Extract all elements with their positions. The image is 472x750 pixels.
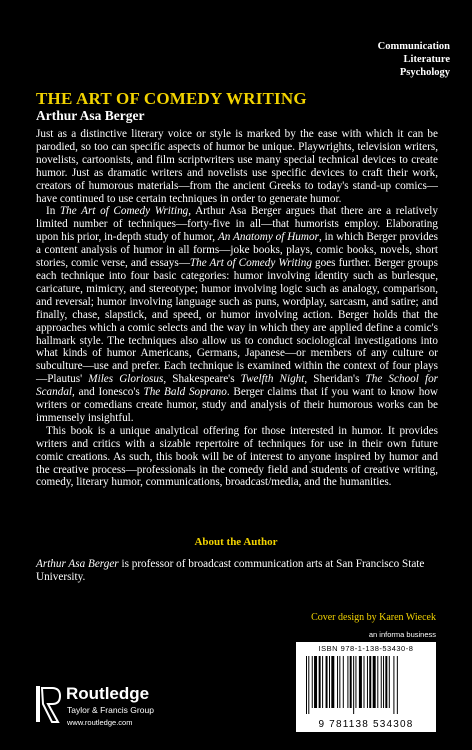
barcode-bar <box>312 656 313 708</box>
italic-title: An Anatomy of Humor <box>217 231 319 244</box>
barcode-bar <box>347 656 348 708</box>
about-author-text <box>36 558 436 584</box>
description-paragraph <box>36 128 438 205</box>
italic-title: The Art of Comedy Writing <box>189 257 312 270</box>
italic-title: Miles Gloriosus <box>88 373 164 386</box>
barcode-bar <box>331 656 334 708</box>
barcode-bar <box>306 656 307 714</box>
barcode-bar <box>314 656 317 708</box>
about-author-heading: About the Author <box>194 536 278 548</box>
text-run: , and Ionesco's <box>72 386 144 399</box>
barcode-bar <box>383 656 384 708</box>
italic-title: The Bald Soprano <box>143 386 227 399</box>
text-run: . Berger claims that if you want to know how writers or comedians create humor, study and analysis of their humorous works can be immensely insightful. <box>36 386 439 424</box>
description-paragraph <box>36 205 438 424</box>
barcode-bar <box>381 656 382 708</box>
barcode-bar <box>385 656 387 708</box>
barcode-bar <box>326 656 328 708</box>
publisher-name: Routledge <box>66 684 150 703</box>
routledge-logo-icon <box>36 684 62 724</box>
barcode-bar <box>308 656 309 714</box>
barcode-bar <box>397 656 398 714</box>
italic-title: Arthur Asa Berger <box>36 558 119 570</box>
italic-title: Twelfth Night <box>240 373 305 386</box>
text-run: In <box>46 205 60 218</box>
barcode-bar <box>337 656 338 708</box>
barcode-bar <box>329 656 330 708</box>
barcode-bar <box>373 656 376 708</box>
barcode-bar <box>350 656 352 708</box>
barcode-bar <box>319 656 321 708</box>
text-run: goes further. Berger groups each technique into four basic categories: humor involving identity such as burlesque, caricature, mimicry, and stereotype; humor involving logic such as analogy, comparison, and reversal; humor involving language such as puns, wordplay, sarcasm, and satire; and finally, chase, slapstick, and speed, or humor involving action. Berger holds that the approaches which a comic selects and the way in which they are applied define a comic's hallmark style. The techniques also allow us to conduct sociological investigations into what kinds of humor Americans, Germans, Japanese—or members of any culture or subculture—use and prefer. Each technique is examined within the context of four plays—Plautus' <box>36 257 438 386</box>
book-title: THE ART OF COMEDY WRITING <box>36 89 307 108</box>
barcode-bar <box>389 656 390 708</box>
text-run: , in which Berger provides a content analysis of humor in all forms—joke books, plays, comic books, novels, short stories, comic verse, and essays— <box>36 231 438 270</box>
barcode-bar <box>367 656 368 708</box>
description-paragraph <box>36 425 438 490</box>
publisher-url[interactable]: www.routledge.com <box>67 718 133 727</box>
barcode-bar <box>339 656 340 708</box>
barcode-bar <box>322 656 323 708</box>
text-run: , Arthur Asa Berger argues that there are a relatively limited number of techniques—forty-five in all—that humorists employ. Elaborating upon his prior, in-depth study of humor, <box>36 205 438 244</box>
italic-title: The School for Scandal <box>36 373 439 399</box>
barcode-bar <box>359 656 362 708</box>
barcode-bar <box>377 656 378 708</box>
cover-design-credit: Cover design by Karen Wiecek <box>311 612 436 623</box>
barcode-bar <box>369 656 371 708</box>
text-run: , Shakespeare's <box>163 373 241 386</box>
subject-communication: Communication <box>377 41 450 52</box>
text-run: Just as a distinctive literary voice or style is marked by the ease with which it can be parodied, so too can specific aspects of humor be unique. Playwrights, television writers, novelists, cartoonists, and film scriptwriters use many special technical devices to create humor. Just as dramatic writers and novelists use specific devices to craft their work, creators of humorous materials—from the ancient Greeks to today's stand-up comics—have continued to use certain techniques in order to generate humor. <box>36 128 438 205</box>
barcode-bar <box>353 656 354 714</box>
informa-tagline: an informa business <box>368 630 436 639</box>
barcode-bar <box>364 656 365 708</box>
text-run: is professor of broadcast communication arts at San Francisco State University. <box>36 558 425 583</box>
barcode-bar <box>355 656 356 708</box>
text-run: This book is a unique analytical offering for those interested in humor. It provides writers and critics with a sizable repertoire of techniques for use in their own future comic creations. As such, this book will be of interest to anyone inspired by humor and the creative process—professionals in the comedy field and students of creative writing, comedy, literary humor, communications, broadcast/media, and the humanities. <box>36 424 438 489</box>
isbn-number: 9 781138 534308 <box>318 719 414 730</box>
italic-title: The Art of Comedy Writing <box>59 205 189 218</box>
barcode-bars <box>304 656 428 714</box>
book-author: Arthur Asa Berger <box>36 108 145 123</box>
isbn-label: ISBN 978-1-138-53430-8 <box>318 644 414 653</box>
barcode-bar <box>393 656 394 714</box>
subject-literature: Literature <box>403 54 450 65</box>
barcode-bar <box>343 656 344 708</box>
subject-psychology: Psychology <box>399 67 450 78</box>
publisher-group: Taylor & Francis Group <box>67 705 154 715</box>
book-description <box>36 128 438 489</box>
subject-categories <box>378 40 450 79</box>
isbn-barcode <box>296 642 436 732</box>
text-run: , Sheridan's <box>304 373 366 386</box>
